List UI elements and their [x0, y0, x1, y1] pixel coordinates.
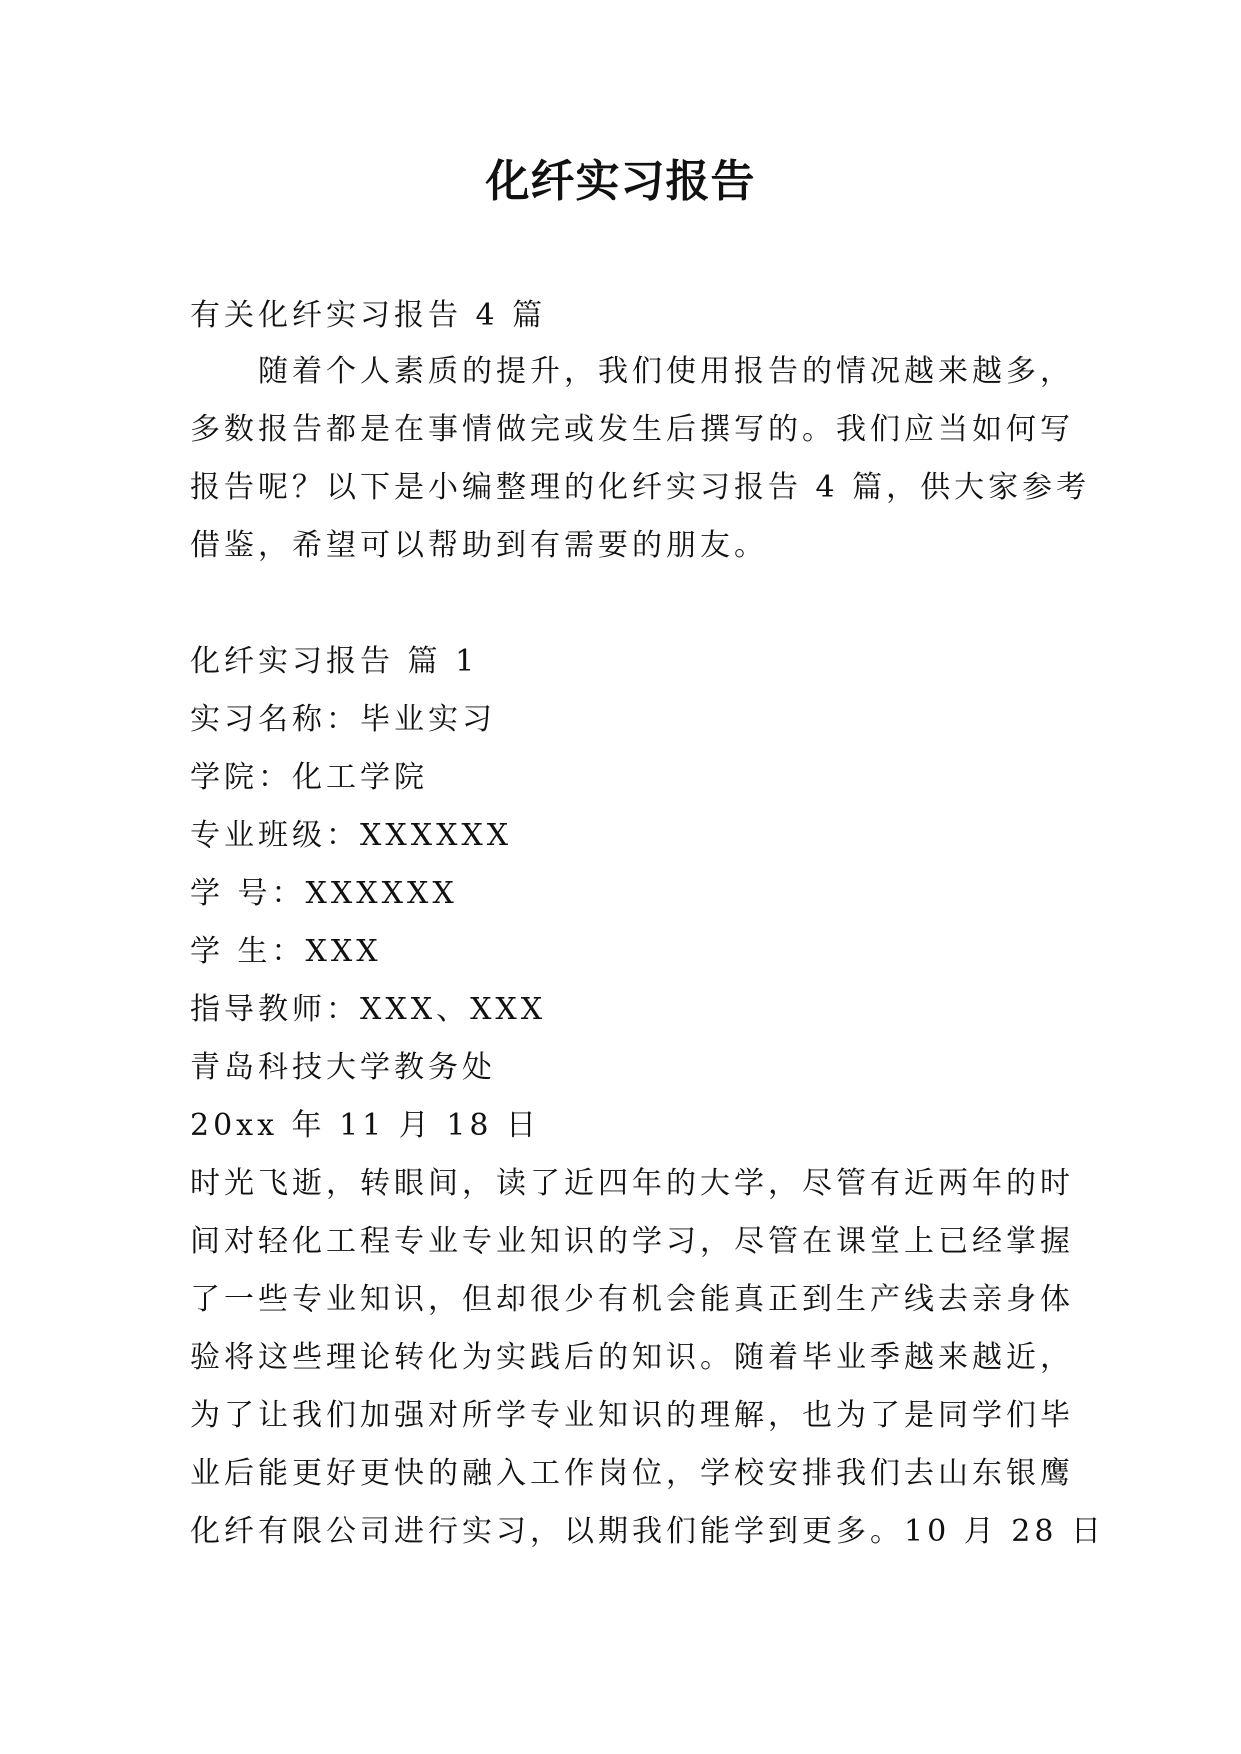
- body-line: 验将这些理论转化为实践后的知识。随着毕业季越来越近，: [190, 1340, 1074, 1375]
- info-line: 指导教师：XXX、XXX: [190, 992, 547, 1027]
- info-line: 实习名称：毕业实习: [190, 702, 496, 737]
- body-line: 时光飞逝，转眼间，读了近四年的大学，尽管有近两年的时: [190, 1166, 1074, 1201]
- intro-line: 随着个人素质的提升，我们使用报告的情况越来越多，: [258, 354, 1074, 389]
- info-line: 学 号：XXXXXX: [190, 876, 458, 911]
- body-line: 化纤有限公司进行实习，以期我们能学到更多。10 月 28 日: [190, 1514, 1105, 1549]
- intro-line: 报告呢？以下是小编整理的化纤实习报告 4 篇，供大家参考: [190, 470, 1091, 505]
- info-line: 学 生：XXX: [190, 934, 382, 969]
- info-line: 学院：化工学院: [190, 760, 428, 795]
- body-line: 业后能更好更快的融入工作岗位，学校安排我们去山东银鹰: [190, 1456, 1074, 1491]
- body-line: 为了让我们加强对所学专业知识的理解，也为了是同学们毕: [190, 1398, 1074, 1433]
- info-line: 20xx 年 11 月 18 日: [190, 1108, 541, 1143]
- body-line: 间对轻化工程专业专业知识的学习，尽管在课堂上已经掌握: [190, 1224, 1074, 1259]
- info-line: 专业班级：XXXXXX: [190, 818, 513, 853]
- body-line: 了一些专业知识，但却很少有机会能真正到生产线去亲身体: [190, 1282, 1074, 1317]
- document-title: 化纤实习报告: [485, 156, 756, 207]
- section-heading: 化纤实习报告 篇 1: [190, 644, 479, 679]
- intro-line: 借鉴，希望可以帮助到有需要的朋友。: [190, 528, 768, 563]
- info-line: 青岛科技大学教务处: [190, 1050, 496, 1085]
- document-subtitle: 有关化纤实习报告 4 篇: [190, 298, 547, 333]
- intro-line: 多数报告都是在事情做完或发生后撰写的。我们应当如何写: [190, 412, 1074, 447]
